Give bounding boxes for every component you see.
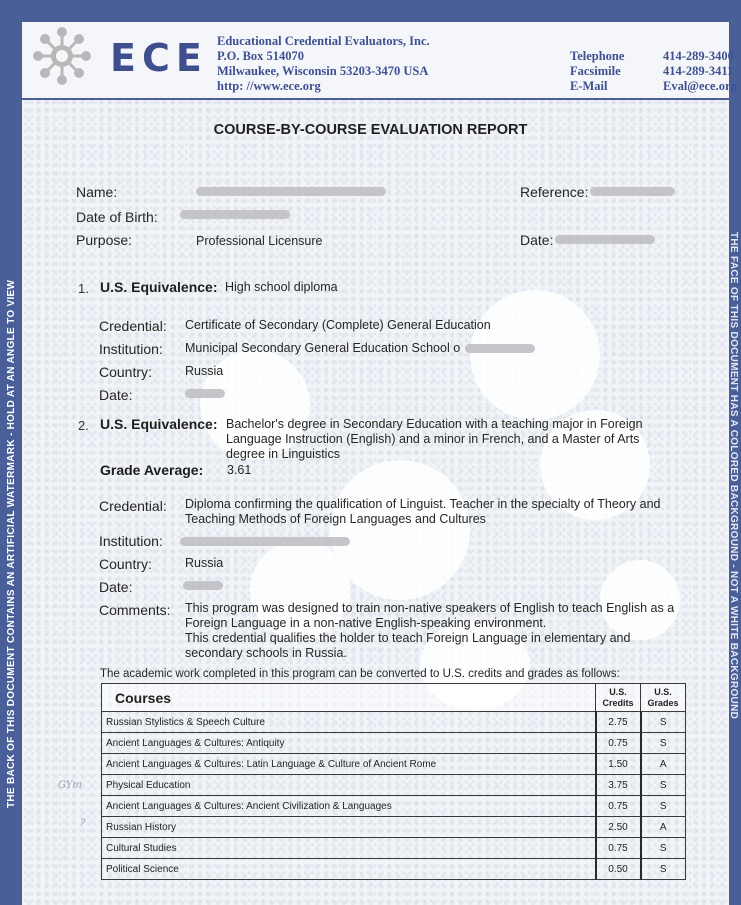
- course-name: Russian Stylistics & Speech Culture: [102, 712, 596, 733]
- courses-table: [101, 683, 686, 880]
- header-grades: U.S. Grades: [641, 684, 686, 712]
- redacted-institution-2: [180, 537, 350, 546]
- comments-paragraph-1: This program was designed to train non-native speakers of English to teach English as a Foreign Language in a non-native English-speaking environment.: [185, 601, 675, 630]
- course-credits: 1.50: [596, 754, 641, 775]
- courses-table-header: [102, 684, 686, 712]
- ece-logo-text: ECE: [110, 36, 208, 80]
- redacted-date: [555, 235, 655, 244]
- course-name: Cultural Studies: [102, 838, 596, 859]
- course-name: Ancient Languages & Cultures: Latin Language & Culture of Ancient Rome: [102, 754, 596, 775]
- section-1-date-label: Date:: [99, 387, 133, 403]
- course-credits: 0.75: [596, 733, 641, 754]
- redacted-reference: [590, 187, 675, 196]
- course-grade: S: [641, 712, 686, 733]
- course-name: Physical Education: [102, 775, 596, 796]
- comments-paragraph-2: This credential qualifies the holder to teach Foreign Language in elementary and secondary schools in Russia.: [185, 631, 631, 660]
- org-address: [217, 34, 430, 94]
- org-website[interactable]: http: //www.ece.org: [217, 79, 321, 93]
- course-credits: 3.75: [596, 775, 641, 796]
- header-credits: U.S. Credits: [596, 684, 641, 712]
- dob-label: Date of Birth:: [76, 209, 158, 225]
- contact-info: [570, 49, 737, 94]
- section-2-institution-label: Institution:: [99, 533, 163, 549]
- contact-label: Telephone: [570, 49, 625, 63]
- table-row: [102, 838, 686, 859]
- reference-label: Reference:: [520, 184, 589, 200]
- po-box: P.O. Box 514070: [217, 49, 305, 63]
- section-2-number: 2.: [78, 418, 89, 433]
- comments-text: [185, 601, 685, 661]
- course-grade: S: [641, 838, 686, 859]
- handwritten-question-mark: ?: [80, 818, 86, 829]
- course-grade: S: [641, 775, 686, 796]
- table-row: [102, 817, 686, 838]
- redacted-date-2: [183, 581, 223, 590]
- purpose-label: Purpose:: [76, 232, 133, 248]
- course-grade: S: [641, 733, 686, 754]
- table-row: [102, 859, 686, 880]
- left-margin-notice: THE BACK OF THIS DOCUMENT CONTAINS AN ARTIFICIAL WATERMARK - HOLD AT AN ANGLE TO VIEW: [6, 279, 17, 808]
- course-credits: 0.75: [596, 796, 641, 817]
- section-1-credential: Certificate of Secondary (Complete) General Education: [185, 318, 491, 332]
- date-label: Date:: [520, 232, 554, 248]
- section-2-equivalence: Bachelor's degree in Secondary Education with a teaching major in Foreign Language Instruction (English) and a minor in French, and a Master of Arts degree in Linguistics: [226, 417, 643, 461]
- grade-average-label: Grade Average:: [100, 462, 204, 478]
- ece-network-logo-icon: [32, 26, 92, 86]
- grade-average-value: 3.61: [227, 463, 252, 477]
- course-name: Ancient Languages & Cultures: Antiquity: [102, 733, 596, 754]
- section-2-equivalence-label: U.S. Equivalence:: [100, 416, 218, 432]
- contact-telephone: [570, 49, 737, 64]
- redacted-dob: [180, 210, 290, 219]
- course-name: Ancient Languages & Cultures: Ancient Civilization & Languages: [102, 796, 596, 817]
- table-row: [102, 754, 686, 775]
- handwritten-note: GYm: [58, 780, 82, 791]
- section-2-credential: Diploma confirming the qualification of Linguist. Teacher in the specialty of Theory and Teaching Methods of Foreign Languages and Cultures: [185, 497, 661, 526]
- contact-label: Facsimile: [570, 64, 621, 78]
- purpose-value: Professional Licensure: [196, 234, 323, 248]
- report-title: COURSE-BY-COURSE EVALUATION REPORT: [213, 122, 528, 138]
- letterhead: [22, 22, 737, 100]
- section-1-institution: Municipal Secondary General Education School o: [185, 341, 461, 355]
- redacted-institution-1: [465, 344, 535, 353]
- course-credits: 0.75: [596, 838, 641, 859]
- course-grade: A: [641, 754, 686, 775]
- org-name: Educational Credential Evaluators, Inc.: [217, 34, 430, 48]
- section-1-equivalence: High school diploma: [225, 280, 338, 294]
- course-credits: 2.50: [596, 817, 641, 838]
- table-row: [102, 733, 686, 754]
- org-city: Milwaukee, Wisconsin 53203-3470 USA: [217, 64, 429, 78]
- top-border: [0, 0, 741, 22]
- section-1-number: 1.: [78, 281, 89, 296]
- contact-email: [570, 79, 737, 94]
- section-2-country-label: Country:: [99, 556, 152, 572]
- redacted-date-1: [185, 389, 225, 398]
- section-1-credential-label: Credential:: [99, 318, 167, 334]
- course-grade: S: [641, 859, 686, 880]
- section-1-country: Russia: [185, 364, 224, 378]
- section-2-country: Russia: [185, 556, 224, 570]
- course-name: Political Science: [102, 859, 596, 880]
- contact-label: E-Mail: [570, 79, 608, 93]
- section-1-country-label: Country:: [99, 364, 152, 380]
- section-1-institution-label: Institution:: [99, 341, 163, 357]
- contact-facsimile: [570, 64, 737, 79]
- right-margin-notice: THE FACE OF THIS DOCUMENT HAS A COLORED BACKGROUND - NOT A WHITE BACKGROUND: [728, 232, 739, 720]
- contact-value[interactable]: Eval@ece.org: [663, 79, 737, 93]
- comments-label: Comments:: [99, 602, 171, 618]
- table-row: [102, 775, 686, 796]
- course-grade: A: [641, 817, 686, 838]
- section-1-equivalence-label: U.S. Equivalence:: [100, 279, 218, 295]
- table-row: [102, 796, 686, 817]
- redacted-name: [196, 187, 386, 196]
- name-label: Name:: [76, 184, 118, 200]
- section-2-credential-label: Credential:: [99, 498, 167, 514]
- conversion-intro: The academic work completed in this program can be converted to U.S. credits and grades as follows:: [100, 668, 620, 680]
- contact-value: 414-289-3400: [663, 49, 734, 63]
- course-credits: 0.50: [596, 859, 641, 880]
- section-2-date-label: Date:: [99, 579, 133, 595]
- course-grade: S: [641, 796, 686, 817]
- course-credits: 2.75: [596, 712, 641, 733]
- course-name: Russian History: [102, 817, 596, 838]
- contact-value: 414-289-3411: [663, 64, 734, 78]
- header-courses: Courses: [102, 684, 596, 712]
- table-row: [102, 712, 686, 733]
